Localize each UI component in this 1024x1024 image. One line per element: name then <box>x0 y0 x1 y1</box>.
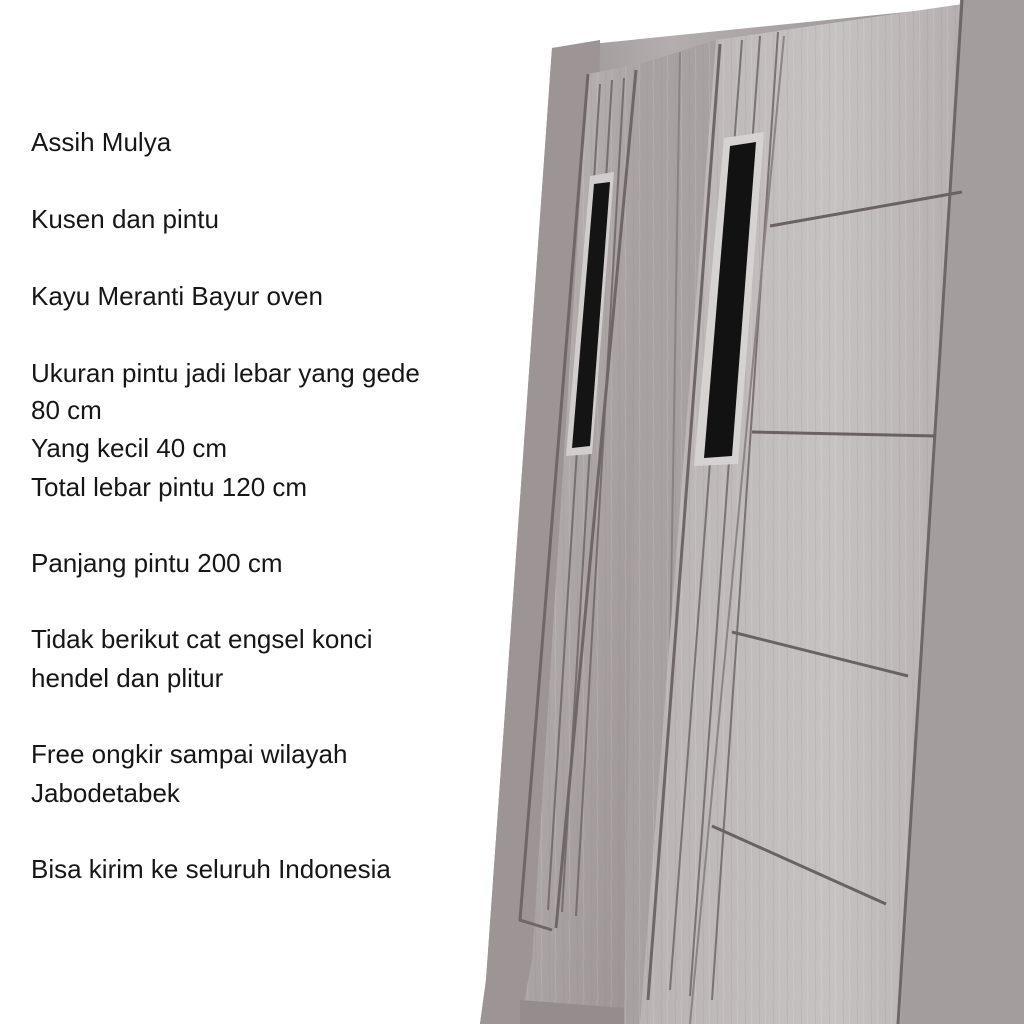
door-length: Panjang pintu 200 cm <box>31 548 283 578</box>
size-line-2: 80 cm <box>31 395 102 425</box>
size-line-4: Total lebar pintu 120 cm <box>31 472 308 502</box>
material: Kayu Meranti Bayur oven <box>31 281 323 311</box>
shop-name: Assih Mulya <box>31 127 172 157</box>
size-line-1: Ukuran pintu jadi lebar yang gede <box>31 358 420 388</box>
shipping-line-1: Free ongkir sampai wilayah <box>31 739 348 769</box>
shipping-line-2: Jabodetabek <box>31 778 180 808</box>
exclusion-line-2: hendel dan plitur <box>31 663 224 693</box>
product-type: Kusen dan pintu <box>31 204 219 234</box>
exclusion-line-1: Tidak berikut cat engsel konci <box>31 624 373 654</box>
delivery-info: Bisa kirim ke seluruh Indonesia <box>31 854 391 884</box>
product-description <box>31 0 511 1024</box>
size-line-3: Yang kecil 40 cm <box>31 433 228 463</box>
